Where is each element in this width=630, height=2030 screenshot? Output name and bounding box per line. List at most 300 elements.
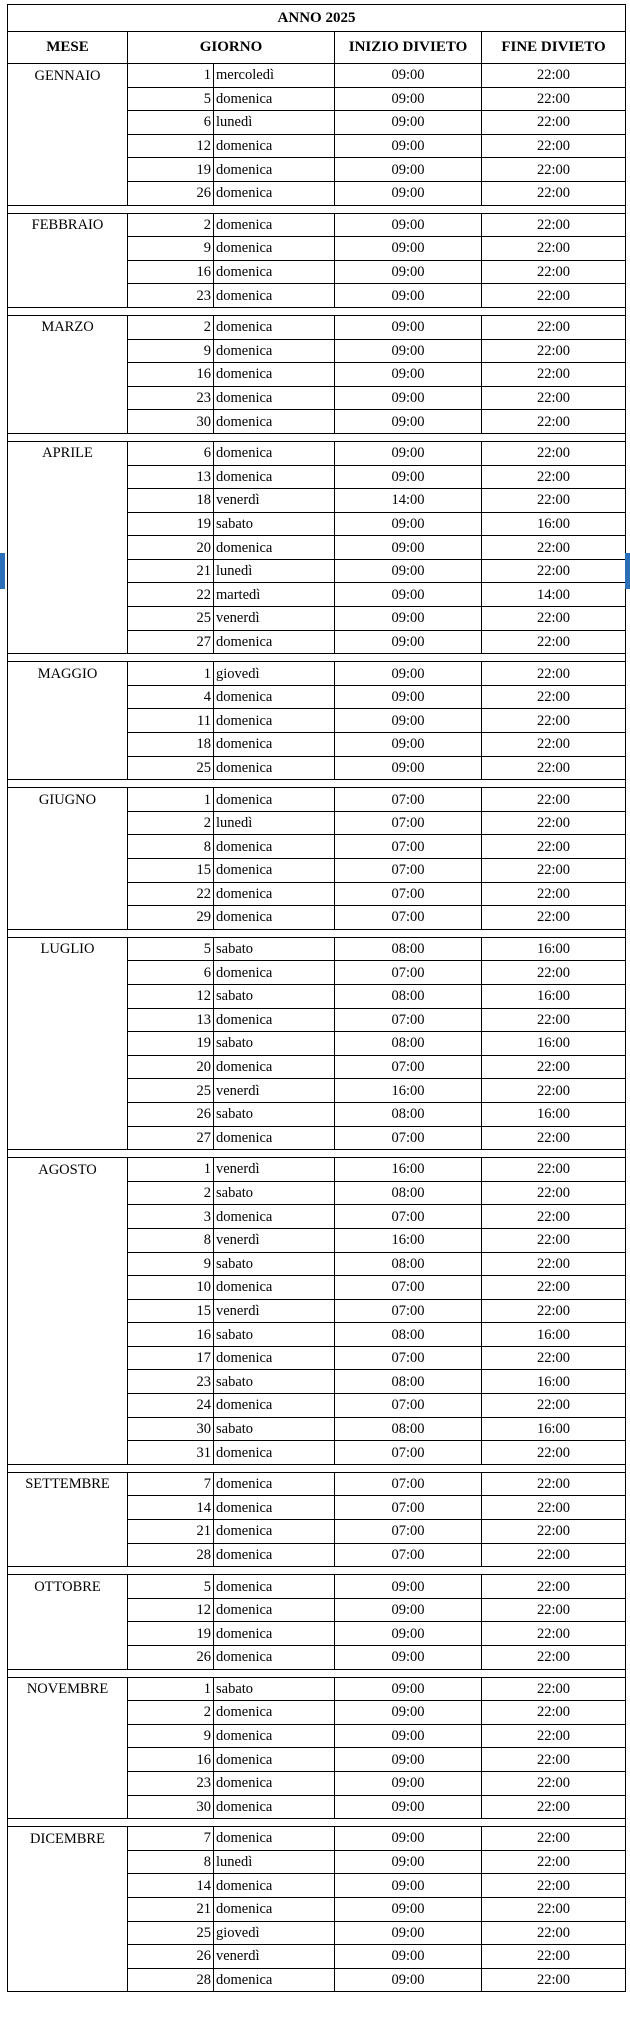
end-time: 22:00 <box>482 559 626 583</box>
table-body <box>8 64 626 1992</box>
month-cell <box>8 811 128 835</box>
weekday: venerdì <box>214 489 335 513</box>
month-name: OTTOBRE <box>8 1575 128 1599</box>
start-time: 07:00 <box>335 1055 482 1079</box>
start-time: 09:00 <box>335 237 482 261</box>
day-number: 5 <box>128 937 214 961</box>
end-time: 22:00 <box>482 1724 626 1748</box>
month-cell <box>8 1598 128 1622</box>
header-inizio: INIZIO DIVIETO <box>335 32 482 64</box>
start-time: 07:00 <box>335 1394 482 1418</box>
start-time: 09:00 <box>335 1622 482 1646</box>
day-number: 8 <box>128 1228 214 1252</box>
weekday: domenica <box>214 709 335 733</box>
end-time: 22:00 <box>482 1299 626 1323</box>
separator-cell <box>8 1464 626 1472</box>
day-number: 23 <box>128 1370 214 1394</box>
month-cell <box>8 756 128 780</box>
month-cell <box>8 363 128 387</box>
start-time: 07:00 <box>335 1126 482 1150</box>
table-row <box>8 441 626 465</box>
day-number: 5 <box>128 87 214 111</box>
month-cell <box>8 1323 128 1347</box>
table-row <box>8 559 626 583</box>
start-time: 07:00 <box>335 1299 482 1323</box>
table-row <box>8 536 626 560</box>
table-row <box>8 1008 626 1032</box>
end-time: 22:00 <box>482 1543 626 1567</box>
end-time: 22:00 <box>482 1646 626 1670</box>
day-number: 23 <box>128 1771 214 1795</box>
weekday: domenica <box>214 1968 335 1992</box>
start-time: 08:00 <box>335 1181 482 1205</box>
month-cell <box>8 1228 128 1252</box>
month-cell <box>8 1771 128 1795</box>
day-number: 1 <box>128 788 214 812</box>
table-row <box>8 489 626 513</box>
end-time: 22:00 <box>482 733 626 757</box>
start-time: 07:00 <box>335 835 482 859</box>
table-row <box>8 607 626 631</box>
start-time: 09:00 <box>335 1646 482 1670</box>
day-number: 19 <box>128 1622 214 1646</box>
end-time: 16:00 <box>482 1417 626 1441</box>
table-row <box>8 1276 626 1300</box>
weekday: domenica <box>214 363 335 387</box>
end-time: 22:00 <box>482 536 626 560</box>
divieto-table <box>7 4 626 1992</box>
end-time: 22:00 <box>482 284 626 308</box>
end-time: 22:00 <box>482 1079 626 1103</box>
day-number: 16 <box>128 1323 214 1347</box>
month-cell <box>8 1032 128 1056</box>
table-row <box>8 386 626 410</box>
table-row <box>8 756 626 780</box>
header-row <box>8 32 626 64</box>
month-cell <box>8 1543 128 1567</box>
start-time: 09:00 <box>335 583 482 607</box>
start-time: 09:00 <box>335 339 482 363</box>
end-time: 16:00 <box>482 984 626 1008</box>
day-number: 4 <box>128 685 214 709</box>
table-row <box>8 1701 626 1725</box>
month-cell <box>8 1181 128 1205</box>
start-time: 09:00 <box>335 1968 482 1992</box>
table-row <box>8 339 626 363</box>
end-time: 22:00 <box>482 1771 626 1795</box>
start-time: 07:00 <box>335 1276 482 1300</box>
title-row <box>8 5 626 32</box>
month-cell <box>8 1299 128 1323</box>
day-number: 30 <box>128 1417 214 1441</box>
start-time: 07:00 <box>335 882 482 906</box>
weekday: domenica <box>214 906 335 930</box>
start-time: 09:00 <box>335 315 482 339</box>
end-time: 22:00 <box>482 1228 626 1252</box>
start-time: 09:00 <box>335 213 482 237</box>
day-number: 25 <box>128 607 214 631</box>
start-time: 07:00 <box>335 1543 482 1567</box>
end-time: 22:00 <box>482 756 626 780</box>
end-time: 22:00 <box>482 1622 626 1646</box>
weekday: domenica <box>214 158 335 182</box>
table-row <box>8 1181 626 1205</box>
day-number: 12 <box>128 134 214 158</box>
day-number: 25 <box>128 1921 214 1945</box>
table-row <box>8 662 626 686</box>
end-time: 22:00 <box>482 709 626 733</box>
table-row <box>8 158 626 182</box>
month-cell <box>8 111 128 135</box>
day-number: 1 <box>128 662 214 686</box>
day-number: 24 <box>128 1394 214 1418</box>
weekday: domenica <box>214 213 335 237</box>
end-time: 22:00 <box>482 1598 626 1622</box>
left-edge-marker <box>0 553 5 589</box>
end-time: 22:00 <box>482 859 626 883</box>
separator-cell <box>8 1567 626 1575</box>
start-time: 08:00 <box>335 984 482 1008</box>
day-number: 22 <box>128 583 214 607</box>
day-number: 3 <box>128 1205 214 1229</box>
start-time: 09:00 <box>335 64 482 88</box>
day-number: 6 <box>128 111 214 135</box>
table-row <box>8 213 626 237</box>
table-row <box>8 1299 626 1323</box>
day-number: 17 <box>128 1346 214 1370</box>
header-giorno: GIORNO <box>128 32 335 64</box>
end-time: 14:00 <box>482 583 626 607</box>
day-number: 20 <box>128 536 214 560</box>
weekday: domenica <box>214 1795 335 1819</box>
start-time: 09:00 <box>335 363 482 387</box>
month-cell <box>8 1441 128 1465</box>
end-time: 22:00 <box>482 1055 626 1079</box>
start-time: 09:00 <box>335 410 482 434</box>
month-name: APRILE <box>8 441 128 465</box>
month-cell <box>8 386 128 410</box>
weekday: sabato <box>214 1417 335 1441</box>
weekday: sabato <box>214 1032 335 1056</box>
end-time: 22:00 <box>482 630 626 654</box>
start-time: 09:00 <box>335 512 482 536</box>
month-cell <box>8 1370 128 1394</box>
day-number: 28 <box>128 1543 214 1567</box>
table-row <box>8 937 626 961</box>
end-time: 22:00 <box>482 882 626 906</box>
month-cell <box>8 1795 128 1819</box>
day-number: 19 <box>128 1032 214 1056</box>
weekday: mercoledì <box>214 64 335 88</box>
day-number: 18 <box>128 489 214 513</box>
start-time: 09:00 <box>335 441 482 465</box>
end-time: 22:00 <box>482 158 626 182</box>
month-cell <box>8 630 128 654</box>
weekday: domenica <box>214 1598 335 1622</box>
start-time: 14:00 <box>335 489 482 513</box>
weekday: sabato <box>214 984 335 1008</box>
table-row <box>8 1543 626 1567</box>
separator-cell <box>8 433 626 441</box>
end-time: 16:00 <box>482 1032 626 1056</box>
weekday: venerdì <box>214 1158 335 1182</box>
month-cell <box>8 1008 128 1032</box>
end-time: 22:00 <box>482 1126 626 1150</box>
month-cell <box>8 87 128 111</box>
start-time: 09:00 <box>335 1921 482 1945</box>
day-number: 10 <box>128 1276 214 1300</box>
month-cell <box>8 559 128 583</box>
end-time: 22:00 <box>482 1252 626 1276</box>
weekday: domenica <box>214 1771 335 1795</box>
end-time: 22:00 <box>482 181 626 205</box>
end-time: 22:00 <box>482 386 626 410</box>
weekday: domenica <box>214 441 335 465</box>
weekday: domenica <box>214 1897 335 1921</box>
weekday: martedì <box>214 583 335 607</box>
day-number: 12 <box>128 1598 214 1622</box>
table-row <box>8 984 626 1008</box>
end-time: 22:00 <box>482 213 626 237</box>
start-time: 09:00 <box>335 1748 482 1772</box>
weekday: domenica <box>214 465 335 489</box>
start-time: 09:00 <box>335 158 482 182</box>
month-cell <box>8 339 128 363</box>
start-time: 07:00 <box>335 859 482 883</box>
weekday: sabato <box>214 1323 335 1347</box>
weekday: sabato <box>214 1102 335 1126</box>
table-row <box>8 1850 626 1874</box>
month-cell <box>8 1205 128 1229</box>
weekday: domenica <box>214 1724 335 1748</box>
day-number: 25 <box>128 1079 214 1103</box>
month-cell <box>8 237 128 261</box>
table-row <box>8 1346 626 1370</box>
weekday: sabato <box>214 937 335 961</box>
table-row <box>8 906 626 930</box>
end-time: 22:00 <box>482 607 626 631</box>
end-time: 22:00 <box>482 64 626 88</box>
weekday: domenica <box>214 1472 335 1496</box>
table-row <box>8 1496 626 1520</box>
start-time: 09:00 <box>335 685 482 709</box>
start-time: 09:00 <box>335 1897 482 1921</box>
month-cell <box>8 1897 128 1921</box>
day-number: 6 <box>128 961 214 985</box>
start-time: 09:00 <box>335 1701 482 1725</box>
month-cell <box>8 410 128 434</box>
end-time: 22:00 <box>482 1394 626 1418</box>
start-time: 09:00 <box>335 607 482 631</box>
month-cell <box>8 1276 128 1300</box>
end-time: 22:00 <box>482 788 626 812</box>
month-separator <box>8 1669 626 1677</box>
weekday: domenica <box>214 1748 335 1772</box>
end-time: 16:00 <box>482 512 626 536</box>
day-number: 9 <box>128 1724 214 1748</box>
month-cell <box>8 1850 128 1874</box>
separator-cell <box>8 654 626 662</box>
day-number: 26 <box>128 1945 214 1969</box>
end-time: 22:00 <box>482 1158 626 1182</box>
day-number: 16 <box>128 363 214 387</box>
month-cell <box>8 882 128 906</box>
weekday: domenica <box>214 1575 335 1599</box>
month-cell <box>8 1126 128 1150</box>
start-time: 09:00 <box>335 1850 482 1874</box>
end-time: 22:00 <box>482 1205 626 1229</box>
weekday: sabato <box>214 512 335 536</box>
month-cell <box>8 709 128 733</box>
month-cell <box>8 1921 128 1945</box>
day-number: 8 <box>128 1850 214 1874</box>
day-number: 20 <box>128 1055 214 1079</box>
month-cell <box>8 1701 128 1725</box>
table-row <box>8 709 626 733</box>
start-time: 09:00 <box>335 756 482 780</box>
table-row <box>8 811 626 835</box>
end-time: 22:00 <box>482 1276 626 1300</box>
start-time: 09:00 <box>335 1575 482 1599</box>
table-row <box>8 87 626 111</box>
month-cell <box>8 583 128 607</box>
weekday: domenica <box>214 1276 335 1300</box>
weekday: domenica <box>214 1008 335 1032</box>
start-time: 07:00 <box>335 1472 482 1496</box>
weekday: domenica <box>214 756 335 780</box>
day-number: 19 <box>128 158 214 182</box>
month-separator <box>8 1464 626 1472</box>
table-row <box>8 1055 626 1079</box>
start-time: 09:00 <box>335 284 482 308</box>
table-row <box>8 181 626 205</box>
month-cell <box>8 1748 128 1772</box>
weekday: giovedì <box>214 1921 335 1945</box>
right-edge-marker <box>625 553 630 589</box>
header-mese: MESE <box>8 32 128 64</box>
weekday: domenica <box>214 630 335 654</box>
weekday: domenica <box>214 1126 335 1150</box>
end-time: 22:00 <box>482 1441 626 1465</box>
table-row <box>8 1032 626 1056</box>
start-time: 09:00 <box>335 536 482 560</box>
weekday: domenica <box>214 339 335 363</box>
table-row <box>8 1252 626 1276</box>
month-cell <box>8 859 128 883</box>
table-row <box>8 363 626 387</box>
month-cell <box>8 1496 128 1520</box>
day-number: 1 <box>128 1158 214 1182</box>
day-number: 15 <box>128 1299 214 1323</box>
day-number: 26 <box>128 1102 214 1126</box>
day-number: 13 <box>128 465 214 489</box>
day-number: 18 <box>128 733 214 757</box>
weekday: domenica <box>214 260 335 284</box>
weekday: venerdì <box>214 1299 335 1323</box>
table-row <box>8 1079 626 1103</box>
end-time: 22:00 <box>482 111 626 135</box>
day-number: 12 <box>128 984 214 1008</box>
day-number: 6 <box>128 441 214 465</box>
day-number: 30 <box>128 1795 214 1819</box>
weekday: domenica <box>214 87 335 111</box>
start-time: 09:00 <box>335 111 482 135</box>
month-cell <box>8 1252 128 1276</box>
month-cell <box>8 1646 128 1670</box>
weekday: lunedì <box>214 111 335 135</box>
day-number: 2 <box>128 1701 214 1725</box>
weekday: sabato <box>214 1181 335 1205</box>
table-row <box>8 1874 626 1898</box>
end-time: 22:00 <box>482 1827 626 1851</box>
month-separator <box>8 1567 626 1575</box>
month-name: LUGLIO <box>8 937 128 961</box>
table-row <box>8 134 626 158</box>
table-row <box>8 1205 626 1229</box>
weekday: lunedì <box>214 1850 335 1874</box>
weekday: domenica <box>214 237 335 261</box>
end-time: 22:00 <box>482 1968 626 1992</box>
weekday: domenica <box>214 1701 335 1725</box>
weekday: domenica <box>214 1055 335 1079</box>
weekday: giovedì <box>214 662 335 686</box>
month-cell <box>8 1394 128 1418</box>
end-time: 22:00 <box>482 363 626 387</box>
month-cell <box>8 1079 128 1103</box>
start-time: 09:00 <box>335 260 482 284</box>
day-number: 9 <box>128 237 214 261</box>
separator-cell <box>8 929 626 937</box>
weekday: domenica <box>214 410 335 434</box>
start-time: 09:00 <box>335 1598 482 1622</box>
table-row <box>8 1126 626 1150</box>
weekday: domenica <box>214 134 335 158</box>
day-number: 11 <box>128 709 214 733</box>
table-row <box>8 961 626 985</box>
start-time: 08:00 <box>335 1252 482 1276</box>
end-time: 22:00 <box>482 1701 626 1725</box>
month-cell <box>8 284 128 308</box>
end-time: 22:00 <box>482 906 626 930</box>
separator-cell <box>8 205 626 213</box>
start-time: 16:00 <box>335 1158 482 1182</box>
day-number: 2 <box>128 213 214 237</box>
table-row <box>8 1945 626 1969</box>
day-number: 26 <box>128 181 214 205</box>
month-name: GENNAIO <box>8 64 128 88</box>
weekday: domenica <box>214 284 335 308</box>
month-name: SETTEMBRE <box>8 1472 128 1496</box>
month-separator <box>8 929 626 937</box>
day-number: 16 <box>128 1748 214 1772</box>
start-time: 07:00 <box>335 906 482 930</box>
start-time: 07:00 <box>335 1441 482 1465</box>
end-time: 22:00 <box>482 260 626 284</box>
table-row <box>8 1158 626 1182</box>
weekday: lunedì <box>214 811 335 835</box>
day-number: 21 <box>128 559 214 583</box>
weekday: domenica <box>214 386 335 410</box>
table-row <box>8 835 626 859</box>
month-separator <box>8 433 626 441</box>
weekday: domenica <box>214 1622 335 1646</box>
table-row <box>8 1646 626 1670</box>
end-time: 16:00 <box>482 1323 626 1347</box>
day-number: 26 <box>128 1646 214 1670</box>
weekday: domenica <box>214 1346 335 1370</box>
separator-cell <box>8 1669 626 1677</box>
start-time: 07:00 <box>335 811 482 835</box>
